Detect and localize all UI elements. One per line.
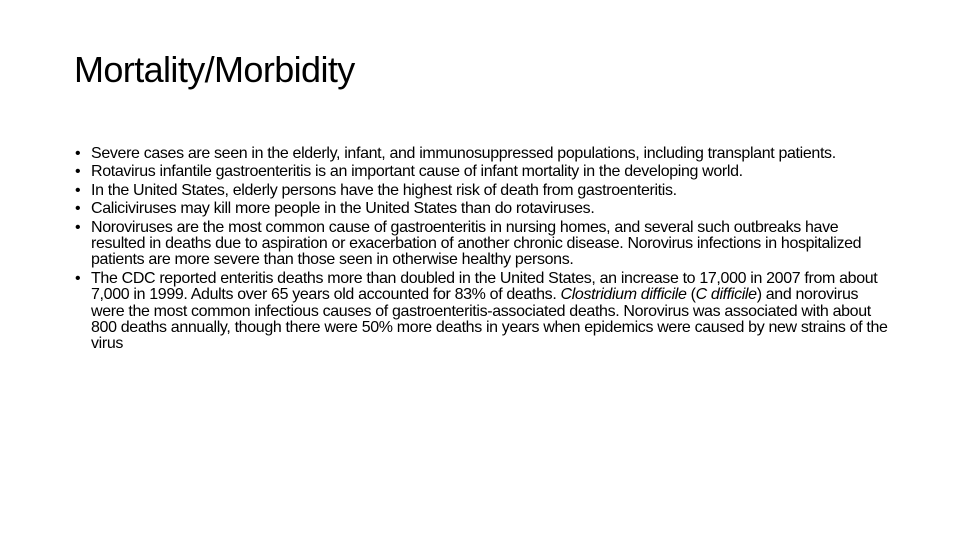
list-item <box>74 164 894 180</box>
bullet-text: Caliciviruses may kill more people in the United States than do rotaviruses. <box>91 200 595 218</box>
bullet-marker: • <box>75 145 81 162</box>
bullet-text: Severe cases are seen in the elderly, infant, and immunosuppressed populations, including transplant patients. <box>91 145 836 162</box>
italic-term: C difficile <box>695 286 757 304</box>
bullet-text-segment: ) and norovirus were the most common infectious causes of gastroenteritis-associated deaths. Norovirus was associated with about 800 deaths annually, though there were 50% more deaths in years when epidemics were caused by new strains of the virus <box>91 286 888 353</box>
slide-title: Mortality/Morbidity <box>74 49 355 90</box>
italic-term: Clostridium difficile <box>560 286 687 304</box>
bullet-marker: • <box>75 181 81 199</box>
bullet-marker: • <box>75 200 81 218</box>
bullet-marker: • <box>75 269 81 287</box>
bullet-text: Rotavirus infantile gastroenteritis is an important cause of infant mortality in the developing world. <box>91 163 743 181</box>
list-item <box>74 183 894 199</box>
list-item <box>74 220 894 269</box>
bullet-text: In the United States, elderly persons have the highest risk of death from gastroenteritis. <box>91 181 677 199</box>
bullet-list <box>74 146 894 355</box>
bullet-text: Noroviruses are the most common cause of gastroenteritis in nursing homes, and several such outbreaks have resulted in deaths due to aspiration or exacerbation of another chronic disease. Norovirus infections in hospitalized patients are more severe than those seen in otherwise healthy persons. <box>91 218 862 269</box>
list-item <box>74 201 894 217</box>
bullet-text <box>91 270 888 353</box>
bullet-text-segment: ( <box>686 286 696 304</box>
list-item <box>74 271 894 353</box>
bullet-marker: • <box>75 218 81 236</box>
bullet-marker: • <box>75 163 81 181</box>
bullet-text-segment: The CDC reported enteritis deaths more than doubled in the United States, an increase to 17,000 in 2007 from about 7,000 in 1999. Adults over 65 years old accounted for 83% of deaths. <box>91 269 878 304</box>
list-item <box>74 146 894 162</box>
